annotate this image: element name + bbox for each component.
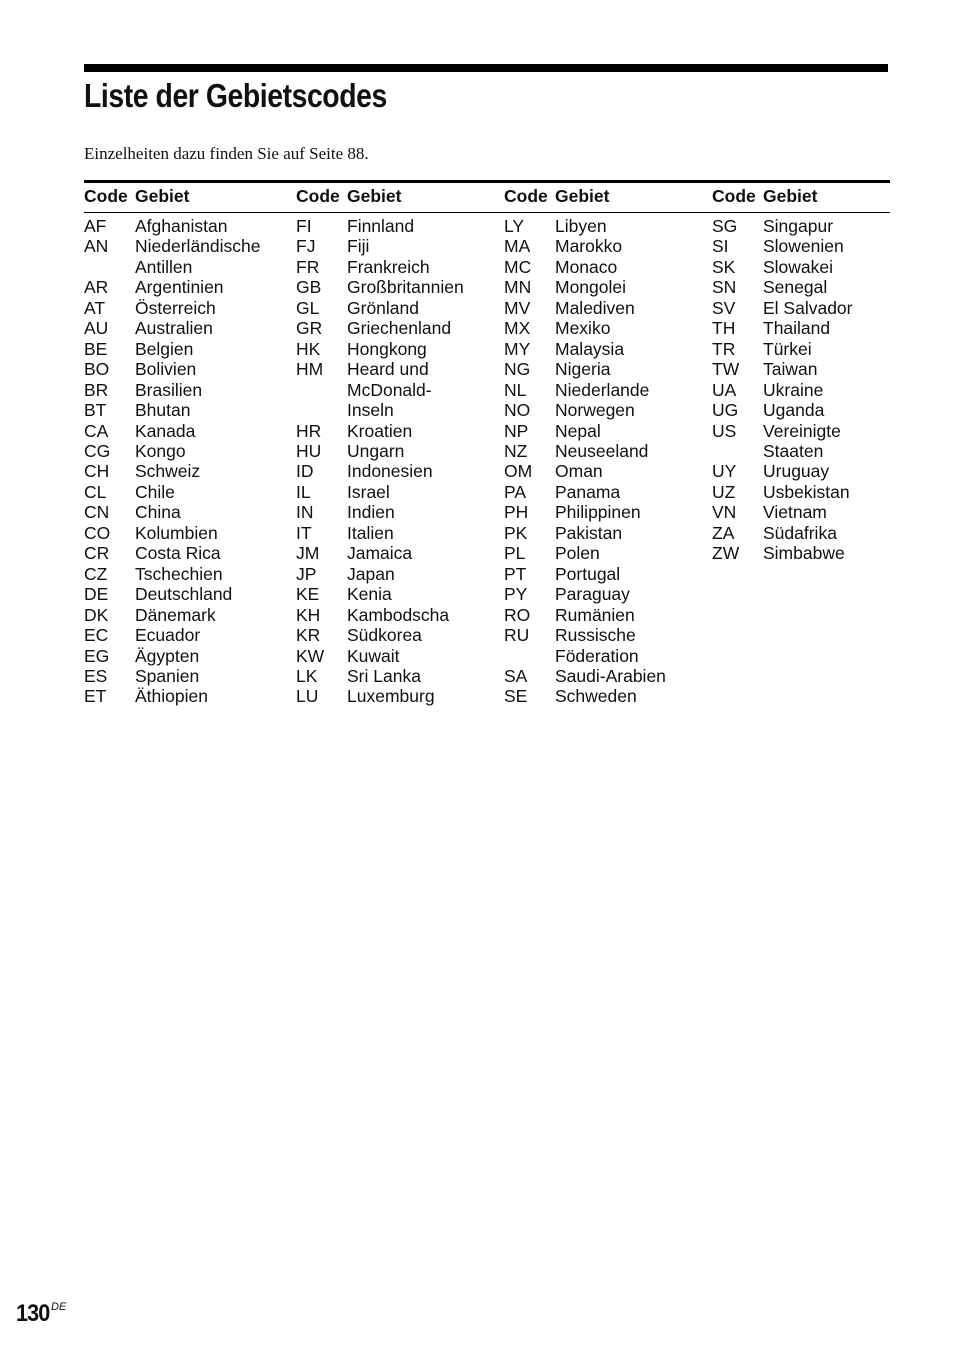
region-name: Uruguay [763,461,830,482]
region-code: ZW [712,543,740,564]
region-name: Südafrika [763,522,837,543]
table-row [84,400,285,420]
table-row [504,646,705,666]
region-code: US [712,420,737,441]
region-code: SV [712,297,736,318]
region-code: DE [84,584,109,605]
region-name: Ungarn [347,440,405,461]
region-code: LK [296,665,318,686]
region-code: FR [296,256,320,277]
region-name: Föderation [555,645,639,666]
region-name: Niederländische [135,236,261,257]
region-code: UY [712,461,737,482]
region-code: DK [84,604,109,625]
region-name: Tschechien [135,563,223,584]
table-row [712,400,913,420]
region-code: KW [296,645,325,666]
table-row [84,502,285,522]
region-name: Japan [347,563,395,584]
table-row [504,461,705,481]
region-code: UG [712,400,739,421]
region-name: Costa Rica [135,543,221,564]
region-name: Portugal [555,563,621,584]
region-code: CO [84,522,111,543]
table-row [84,277,285,297]
region-code: GB [296,277,322,298]
region-code: IT [296,522,312,543]
region-name: Kenia [347,584,392,605]
region-name: Österreich [135,297,216,318]
column-header [84,184,285,208]
region-code: TW [712,359,740,380]
table-row [296,646,497,666]
table-row [712,236,913,256]
region-code: LY [504,216,525,236]
region-name: Bhutan [135,400,191,421]
region-code: NP [504,420,529,441]
region-name: Russische [555,625,636,646]
region-name: Ukraine [763,379,824,400]
region-code: MA [504,236,531,257]
header-name: Gebiet [347,186,402,206]
page-language: DE [51,1301,67,1313]
region-name: Saudi-Arabien [555,665,666,686]
table-row [712,298,913,318]
region-name: Kongo [135,440,186,461]
region-name: Oman [555,461,603,482]
table-row [84,216,285,236]
region-code: AT [84,297,106,318]
region-code: ID [296,461,314,482]
region-code: CZ [84,563,108,584]
region-code: KE [296,584,320,605]
table-row [712,523,913,543]
table-row [296,339,497,359]
region-code: OM [504,461,533,482]
region-name: Sri Lanka [347,665,421,686]
region-code: NG [504,359,531,380]
region-name: Kambodscha [347,604,450,625]
intro-text: Einzelheiten dazu finden Sie auf Seite 88. [84,144,369,163]
region-name: Paraguay [555,584,630,605]
table-row [296,502,497,522]
region-name: Hongkong [347,338,427,359]
region-code: SI [712,236,729,257]
region-name: Südkorea [347,625,422,646]
region-name: Slowenien [763,236,844,257]
region-code: SN [712,277,737,298]
column-body [84,216,285,707]
column-header [504,184,705,208]
table-row [296,359,497,379]
region-name: Italien [347,522,394,543]
region-name: Afghanistan [135,216,228,236]
table-row [504,564,705,584]
code-column-2 [296,184,497,707]
region-code: HK [296,338,321,359]
region-code: AU [84,318,109,339]
table-row [296,584,497,604]
table-row [296,216,497,236]
header-code: Code [712,186,756,206]
table-row [296,543,497,563]
table-row [504,298,705,318]
region-name: Ägypten [135,645,200,666]
region-code: JM [296,543,320,564]
table-row [504,216,705,236]
table-row [296,625,497,645]
region-code: RU [504,625,530,646]
region-name: Schweiz [135,461,201,482]
table-row [84,584,285,604]
region-code: CA [84,420,109,441]
region-name: Frankreich [347,256,430,277]
table-row [296,400,497,420]
table-row [504,666,705,686]
region-name: Malediven [555,297,635,318]
region-code: GL [296,297,320,318]
table-row [712,482,913,502]
table-row [84,605,285,625]
table-row [504,605,705,625]
region-code: BE [84,338,108,359]
region-name: Argentinien [135,277,224,298]
table-row [504,257,705,277]
region-name: Bolivien [135,359,197,380]
region-name: Senegal [763,277,828,298]
region-code: TR [712,338,736,359]
region-code: KH [296,604,321,625]
region-name: Chile [135,481,175,502]
table-row [296,421,497,441]
region-name: Deutschland [135,584,233,605]
region-code [296,380,347,400]
table-row [84,421,285,441]
region-code: BT [84,400,107,421]
region-name: Fiji [347,236,370,257]
region-name: Philippinen [555,502,641,523]
region-code: PA [504,481,527,502]
table-row [296,482,497,502]
table-row [712,318,913,338]
region-name: Kuwait [347,645,400,666]
region-name: Pakistan [555,522,623,543]
region-name: Griechenland [347,318,452,339]
region-name: Slowakei [763,256,834,277]
region-name: Vereinigte [763,420,841,441]
code-column-1 [84,184,285,707]
table-row [296,380,497,400]
region-name: China [135,502,181,523]
region-name: Monaco [555,256,618,277]
table-row [84,298,285,318]
table-row [712,339,913,359]
region-name: El Salvador [763,297,853,318]
table-row [504,318,705,338]
table-row [84,646,285,666]
header-name: Gebiet [763,186,818,206]
region-name: Israel [347,481,390,502]
table-row [296,605,497,625]
region-code: EC [84,625,109,646]
region-code: UZ [712,481,736,502]
region-name: Usbekistan [763,481,850,502]
column-header [712,184,913,208]
page-number: 130 [16,1300,50,1327]
region-name: Jamaica [347,543,413,564]
column-body [296,216,497,707]
table-row [84,461,285,481]
column-body [504,216,705,707]
page-footer [16,1300,66,1328]
region-name: Türkei [763,338,812,359]
region-name: Vietnam [763,502,827,523]
region-name: Marokko [555,236,623,257]
table-row [296,564,497,584]
region-name: Grönland [347,297,419,318]
region-name: Nepal [555,420,601,441]
code-column-3 [504,184,705,707]
table-row [296,461,497,481]
region-name: McDonald- [347,379,432,400]
table-row [712,257,913,277]
header-code: Code [504,186,548,206]
region-code [504,646,555,666]
table-row [84,380,285,400]
table-row [296,257,497,277]
table-row [504,441,705,461]
region-code: FI [296,216,312,236]
table-row [712,441,913,461]
table-row [504,277,705,297]
region-name: Norwegen [555,400,635,421]
region-name: Nigeria [555,359,611,380]
region-code: SG [712,216,738,236]
region-code: SK [712,256,736,277]
header-name: Gebiet [555,186,610,206]
region-name: Niederlande [555,379,650,400]
table-row [84,441,285,461]
table-row [84,318,285,338]
region-name: Australien [135,318,213,339]
region-code: MV [504,297,531,318]
region-code: TH [712,318,736,339]
region-code: SE [504,686,528,707]
header-code: Code [84,186,128,206]
table-row [504,523,705,543]
region-name: Schweden [555,686,637,707]
region-code: RO [504,604,531,625]
region-name: Kanada [135,420,196,441]
table-row [84,339,285,359]
table-row [504,400,705,420]
region-code [84,257,135,277]
region-code: CH [84,461,110,482]
table-row [296,318,497,338]
region-name: Kroatien [347,420,413,441]
region-code: MX [504,318,531,339]
column-body [712,216,913,564]
region-code: MY [504,338,531,359]
region-code: NL [504,379,527,400]
table-top-rule [84,180,890,183]
table-row [84,482,285,502]
region-code: GR [296,318,323,339]
region-code: PL [504,543,526,564]
region-code: HU [296,440,322,461]
table-row [84,625,285,645]
region-code [712,441,763,461]
header-name: Gebiet [135,186,190,206]
table-row [296,298,497,318]
table-row [712,216,913,236]
region-code: JP [296,563,317,584]
table-row [296,666,497,686]
region-name: Panama [555,481,621,502]
table-row [504,359,705,379]
region-code: ET [84,686,107,707]
region-name: Äthiopien [135,686,208,707]
region-name: Thailand [763,318,831,339]
table-row [84,543,285,563]
region-name: Spanien [135,665,200,686]
region-name: Großbritannien [347,277,464,298]
region-code: IN [296,502,314,523]
region-code: UA [712,379,737,400]
region-code: KR [296,625,321,646]
region-name: Brasilien [135,379,203,400]
region-code: LU [296,686,319,707]
table-row [504,339,705,359]
region-code: VN [712,502,737,523]
title-rule [84,64,888,72]
table-row [504,584,705,604]
table-row [84,236,285,256]
region-name: Rumänien [555,604,635,625]
region-name: Mongolei [555,277,627,298]
region-name: Polen [555,543,600,564]
region-name: Heard und [347,359,429,380]
table-row [504,380,705,400]
column-header [296,184,497,208]
region-name: Inseln [347,400,394,421]
region-code [296,400,347,420]
region-code: FJ [296,236,316,257]
region-code: HR [296,420,322,441]
table-row [712,380,913,400]
region-code: NO [504,400,531,421]
table-row [504,502,705,522]
region-code: PK [504,522,528,543]
region-code: CN [84,502,110,523]
region-name: Indonesien [347,461,433,482]
table-row [504,421,705,441]
region-code: CG [84,440,111,461]
table-row [712,359,913,379]
region-name: Dänemark [135,604,216,625]
region-name: Finnland [347,216,415,236]
region-code: BR [84,379,109,400]
region-name: Neuseeland [555,440,649,461]
region-code: PH [504,502,529,523]
region-name: Antillen [135,256,193,277]
region-name: Singapur [763,216,834,236]
table-row [504,236,705,256]
page-title: Liste der Gebietscodes [84,77,387,114]
table-row [296,523,497,543]
region-code: MC [504,256,532,277]
region-name: Kolumbien [135,522,218,543]
table-row [712,421,913,441]
region-name: Ecuador [135,625,201,646]
table-row [504,625,705,645]
table-row [504,482,705,502]
table-row [712,461,913,481]
table-row [712,502,913,522]
region-name: Simbabwe [763,543,845,564]
region-code: BO [84,359,110,380]
region-name: Staaten [763,440,824,461]
table-row [84,666,285,686]
region-code: HM [296,359,324,380]
region-code: AN [84,236,109,257]
table-row [712,277,913,297]
table-row [504,543,705,563]
region-code: IL [296,481,311,502]
region-name: Malaysia [555,338,625,359]
region-name: Libyen [555,216,607,236]
table-row [84,523,285,543]
region-code: PT [504,563,527,584]
table-row [84,564,285,584]
table-row [712,543,913,563]
region-code: EG [84,645,110,666]
region-code: PY [504,584,528,605]
table-row [84,359,285,379]
region-name: Luxemburg [347,686,435,707]
region-code: MN [504,277,532,298]
region-code: CL [84,481,107,502]
region-code: ES [84,665,108,686]
region-code: SA [504,665,528,686]
table-row [296,236,497,256]
table-row [84,686,285,706]
region-name: Uganda [763,400,825,421]
code-column-4 [712,184,913,564]
region-name: Mexiko [555,318,611,339]
region-name: Indien [347,502,395,523]
region-code: AF [84,216,107,236]
region-code: NZ [504,440,528,461]
region-name: Taiwan [763,359,818,380]
region-code: AR [84,277,109,298]
header-code: Code [296,186,340,206]
region-code: CR [84,543,110,564]
region-name: Belgien [135,338,194,359]
table-row [296,686,497,706]
table-row [296,441,497,461]
table-row [296,277,497,297]
table-row [504,686,705,706]
region-code: ZA [712,522,735,543]
table-row [84,257,285,277]
